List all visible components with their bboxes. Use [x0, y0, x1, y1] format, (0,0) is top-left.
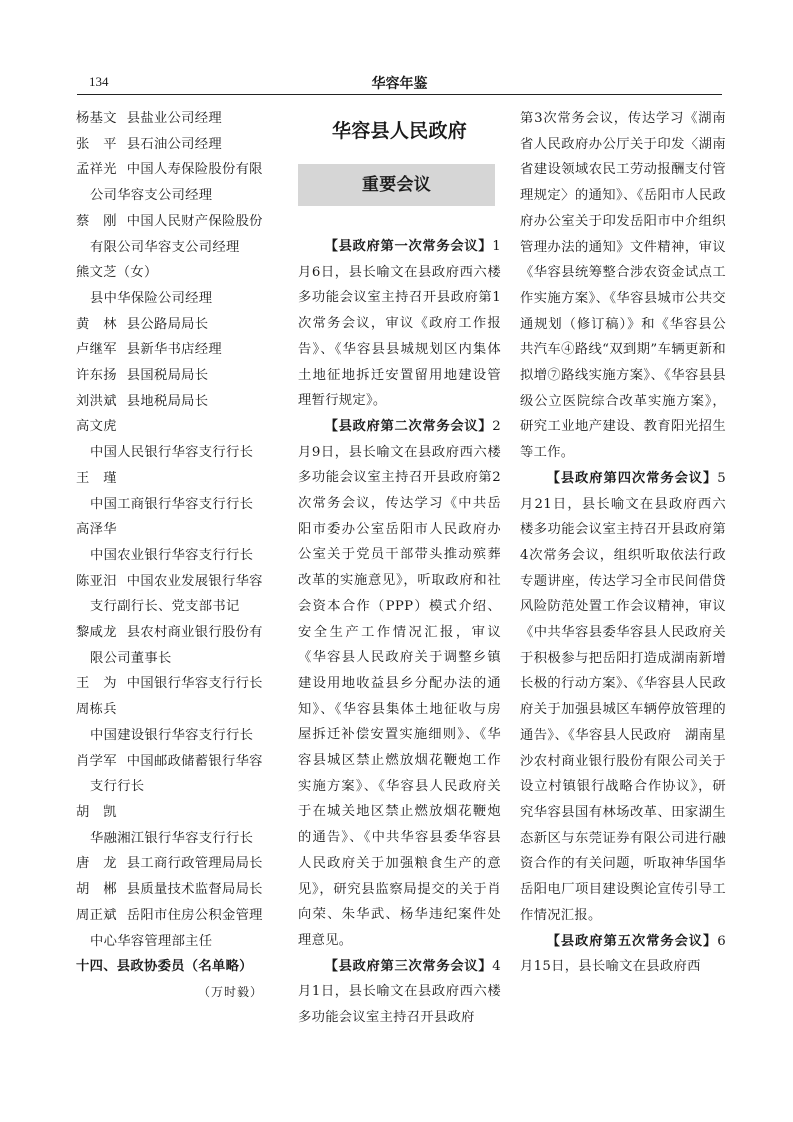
person-title: 县新华书店经理 — [126, 342, 222, 358]
person-title: 县工商行政管理局局长 — [126, 856, 263, 872]
person-title: 县地税局局长 — [126, 393, 209, 409]
meeting-label: 【县政府第一次常务会议】 — [324, 239, 493, 254]
person-title-continued: 华融湘江银行华容支行行长 — [90, 830, 254, 846]
personnel-entry — [76, 312, 281, 338]
personnel-entry — [76, 363, 281, 389]
personnel-entry — [76, 389, 281, 415]
meeting-paragraph — [298, 234, 501, 414]
person-title: 中国人寿保险股份有限 — [126, 162, 263, 178]
person-name: 肖学军 — [76, 753, 117, 769]
personnel-entry — [76, 260, 281, 286]
meeting-text: 6月15日，县长喻文在县政府西 — [520, 933, 726, 975]
person-title: 县国税局局长 — [126, 368, 209, 384]
person-title: 县盐业公司经理 — [126, 111, 222, 126]
page-header — [77, 72, 722, 95]
banner-spacer — [298, 206, 501, 234]
person-title: 县质量技术监督局局长 — [126, 882, 263, 898]
personnel-entry — [76, 414, 281, 440]
person-title-continued: 县中华保险公司经理 — [90, 290, 213, 306]
person-title: 中国人民财产保险股份 — [126, 213, 263, 229]
meeting-paragraph — [520, 929, 726, 980]
personnel-entry — [76, 620, 281, 646]
person-title-continued: 有限公司华容支公司经理 — [90, 239, 240, 255]
meeting-paragraph — [298, 414, 501, 954]
right-meetings — [520, 466, 726, 980]
meeting-text: 2月9日，县长喻文在县政府西六楼多功能会议室主持召开县政府第2次常务会议，传达学习《中共岳阳市委办公室岳阳市人民政府办公室关于党员干部带头推动殡葬改革的实施意见》，听取政府和社会资本合作（PPP）模式介绍、安全生产工作情况汇报，审议《华容县人民政府关于调整乡镇建设用地收益县乡分配办法的通知》、《华容县集体土地征收与房屋拆迁补偿安置实施细则》、《华容县城区禁止燃放烟花鞭炮工作实施方案》、《华容县人民政府关于在城关地区禁止燃放烟花鞭炮的通告》、《中共华容县委华容县人民政府关于加强粮食生产的意见》，研究县监察局提交的关于肖向荣、朱华武、杨华违纪案件处理意见。 — [298, 418, 501, 948]
person-title: 岳阳市住房公积金管理 — [126, 907, 263, 923]
personnel-entry — [76, 517, 281, 543]
personnel-entry — [76, 569, 281, 595]
person-title: 中国银行华容支行行长 — [126, 676, 263, 692]
meeting-label: 【县政府第二次常务会议】 — [324, 418, 493, 434]
person-title: 县农村商业银行股份有 — [126, 625, 263, 641]
personnel-entry — [76, 337, 281, 363]
person-title: 中国邮政储蓄银行华容 — [126, 753, 263, 769]
running-title: 华容年鉴 — [371, 76, 428, 92]
person-name: 刘洪斌 — [76, 393, 117, 409]
page-number: 134 — [89, 74, 109, 89]
meeting-text: 1月6日，县长喻文在县政府西六楼多功能会议室主持召开县政府第1次常务会议，审议《政府工作报告》、《华容县县城规划区内集体土地征地拆迁安置留用地建设管理暂行规定》。 — [298, 239, 501, 409]
person-title: 县公路局局长 — [126, 316, 209, 332]
person-title-continued: 支行行长 — [90, 779, 145, 795]
person-title-continued: 中国工商银行华容支行行长 — [90, 496, 254, 512]
personnel-entry — [76, 903, 281, 929]
person-name: 卢继军 — [76, 342, 117, 358]
person-title-continued: 限公司董事长 — [90, 650, 172, 666]
meeting-label: 【县政府第三次常务会议】 — [324, 958, 493, 974]
meeting-text: 5月21日，县长喻文在县政府西六楼多功能会议室主持召开县政府第4次常务会议，组织听取依法行政专题讲座，传达学习全市民间借贷风险防范处置工作会议精神，审议《中共华容县委华容县人民政府关于积极参与把岳阳打造成湖南新增长极的行动方案》、《华容县人民政府关于加强县城区车辆停放管理的通告》、《华容县人民政府 湖南星沙农村商业银行股份有限公司关于设立村镇银行战略合作协议》，研究华容县国有林场改革、田家湖生态新区与东莞证券有限公司进行融资合作的有关问题，听取神华国华岳阳电厂项目建设舆论宣传引导工作情况汇报。 — [520, 470, 726, 923]
person-title-continued: 中国人民银行华容支行行长 — [90, 445, 254, 461]
person-title-continued: 支行副行长、党支部书记 — [90, 599, 240, 615]
personnel-entry — [76, 106, 281, 132]
person-name: 孟祥光 — [76, 162, 117, 178]
personnel-entry — [76, 851, 281, 877]
middle-column — [298, 106, 501, 1031]
person-name: 黎咸龙 — [76, 625, 117, 641]
person-name: 胡 凯 — [76, 804, 117, 820]
person-name: 高文虎 — [76, 419, 117, 435]
section-banner: 重要会议 — [298, 164, 495, 206]
personnel-entry — [76, 209, 281, 235]
author-signature: （万时毅） — [197, 984, 263, 999]
personnel-entry — [76, 132, 281, 158]
personnel-entry — [76, 697, 281, 723]
person-title-continued: 中心华容管理部主任 — [90, 933, 213, 949]
personnel-list — [76, 106, 281, 954]
meeting-continuation: 第3次常务会议，传达学习《湖南省人民政府办公厅关于印发〈湖南省建设领域农民工劳动报酬支付管理规定〉的通知》、《岳阳市人民政府办公室关于印发岳阳市中介组织管理办法的通知》文件精神，审议《华容县统筹整合涉农资金试点工作实施方案》、《华容县城市公共交通规划（修订稿）》和《华容县公共汽车④路线“双到期”车辆更新和拟增⑦路线实施方案》、《华容县县级公立医院综合改革实施方案》，研究工业地产建设、教育阳光招生等工作。 — [520, 111, 726, 461]
personnel-entry — [76, 877, 281, 903]
person-title: 中国农业发展银行华容 — [126, 573, 263, 589]
person-name: 熊文芝（女） — [76, 265, 158, 281]
person-name: 周正斌 — [76, 907, 117, 923]
person-name: 陈亚汨 — [76, 573, 117, 589]
meeting-label: 【县政府第五次常务会议】 — [546, 933, 718, 949]
personnel-entry — [76, 749, 281, 775]
left-column — [76, 106, 281, 1006]
meeting-text: 4月1日，县长喻文在县政府西六楼多功能会议室主持召开县政府 — [298, 958, 501, 1026]
meeting-label: 【县政府第四次常务会议】 — [546, 470, 718, 486]
person-name: 王 瑾 — [76, 470, 117, 486]
meeting-paragraph — [298, 954, 501, 1031]
person-name: 唐 龙 — [76, 856, 117, 872]
middle-meetings — [298, 234, 501, 1031]
person-name: 周栋兵 — [76, 702, 117, 718]
person-name: 张 平 — [76, 136, 117, 152]
right-column — [520, 106, 726, 980]
person-name: 杨基文 — [76, 111, 117, 126]
personnel-entry — [76, 671, 281, 697]
person-name: 蔡 刚 — [76, 213, 117, 229]
person-title-continued: 中国农业银行华容支行行长 — [90, 547, 254, 563]
personnel-entry — [76, 466, 281, 492]
personnel-entry — [76, 800, 281, 826]
person-name: 黄 林 — [76, 316, 117, 332]
person-name: 许东扬 — [76, 368, 117, 384]
person-title-continued: 公司华容支公司经理 — [90, 188, 213, 204]
government-title: 华容县人民政府 — [331, 120, 468, 142]
person-name: 高泽华 — [76, 522, 117, 538]
personnel-entry — [76, 157, 281, 183]
section-heading: 十四、县政协委员（名单略） — [76, 959, 253, 975]
person-title-continued: 中国建设银行华容支行行长 — [90, 727, 254, 743]
person-name: 王 为 — [76, 676, 117, 692]
meeting-paragraph — [520, 466, 726, 929]
person-title: 县石油公司经理 — [126, 136, 222, 152]
person-name: 胡 郴 — [76, 882, 117, 898]
